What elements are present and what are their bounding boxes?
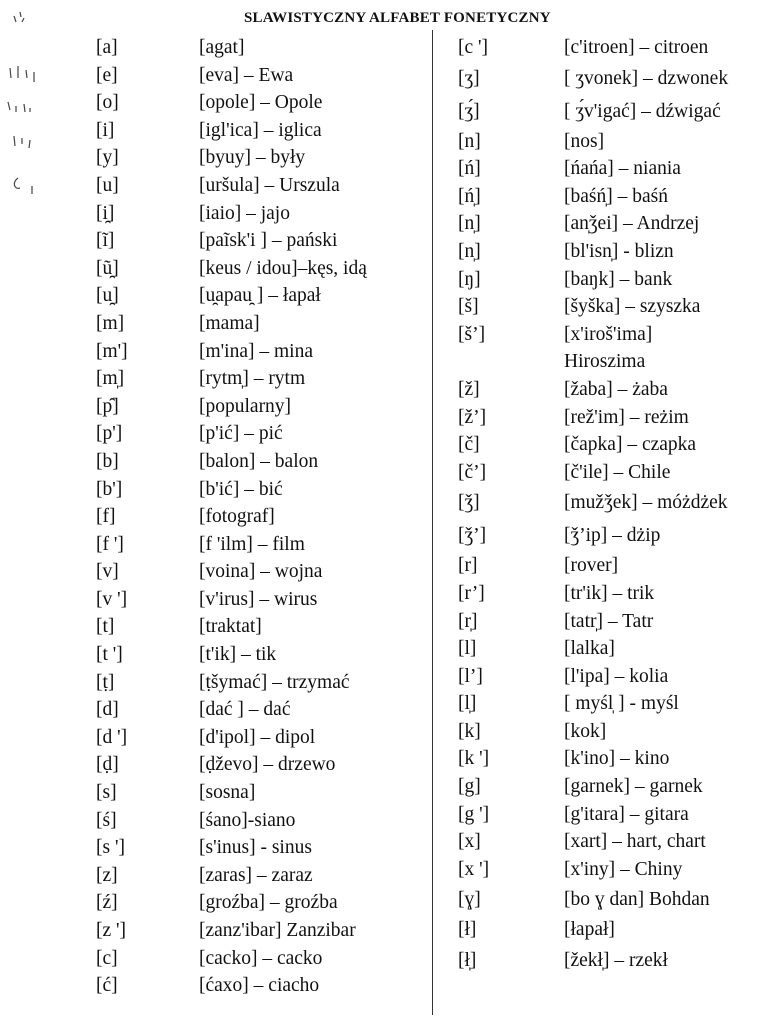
phonetic-symbol: [l]	[458, 638, 477, 660]
transcription-example: [čapka] – czapka	[564, 434, 697, 456]
alphabet-row	[96, 62, 426, 90]
right-column	[458, 34, 764, 977]
phonetic-symbol: [ǯ’]	[458, 525, 487, 547]
phonetic-symbol: [ć]	[96, 975, 118, 997]
transcription-example: [dać ] – dać	[199, 699, 291, 721]
alphabet-row	[458, 883, 764, 916]
alphabet-row	[96, 89, 426, 117]
transcription-example: Hiroszima	[564, 351, 646, 373]
transcription-example: [x'iroš'ima]	[564, 323, 653, 345]
transcription-example: [paĩsk'i ] – pański	[199, 230, 338, 252]
alphabet-row	[458, 856, 764, 884]
phonetic-symbol: [ń̩]	[458, 185, 481, 207]
transcription-example: [č'ile] – Chile	[564, 461, 671, 483]
alphabet-row	[96, 172, 426, 200]
alphabet-row	[458, 608, 764, 636]
transcription-example: [lalka]	[564, 638, 615, 660]
transcription-example: [baŋk] – bank	[564, 268, 673, 290]
alphabet-row	[96, 200, 426, 228]
transcription-example: [ ʒ́v'igać] – dźwigać	[564, 100, 721, 122]
transcription-example: [rytm̩] – rytm	[199, 368, 306, 390]
alphabet-row	[96, 448, 426, 476]
transcription-example: [igl'ica] – iglica	[199, 119, 322, 141]
phonetic-symbol: [i]	[96, 119, 115, 141]
phonetic-symbol: [ł]	[458, 919, 477, 941]
transcription-example: [l'ipa] – kolia	[564, 665, 669, 687]
phonetic-symbol: [ɣ]	[458, 889, 481, 911]
phonetic-symbol: [b']	[96, 478, 123, 500]
transcription-example: [tatr̩] – Tatr	[564, 610, 654, 632]
alphabet-row	[458, 34, 764, 62]
transcription-example: [žekł̩] – rzekł	[564, 950, 668, 972]
transcription-example: [popularny]	[199, 395, 292, 417]
transcription-example: [bl'isn̩] - blizn	[564, 240, 674, 262]
transcription-example: [uršula] – Urszula	[199, 174, 340, 196]
transcription-example: [ myśl̩ ] - myśl	[564, 693, 679, 715]
phonetic-symbol: [p̑]	[96, 395, 119, 417]
alphabet-row	[458, 690, 764, 718]
alphabet-row	[458, 944, 764, 977]
transcription-example: [voina] – wojna	[199, 561, 323, 583]
alphabet-row	[458, 519, 764, 552]
alphabet-row	[458, 486, 764, 519]
alphabet-row	[458, 404, 764, 432]
transcription-example: [traktat]	[199, 616, 262, 638]
alphabet-row	[96, 807, 426, 835]
alphabet-row	[96, 972, 426, 1000]
alphabet-row	[458, 828, 764, 856]
alphabet-row	[96, 503, 426, 531]
transcription-example: [bo ɣ dan] Bohdan	[564, 889, 710, 911]
phonetic-symbol: [t]	[96, 616, 115, 638]
phonetic-symbol: [r’]	[458, 582, 485, 604]
transcription-example: [f 'ilm] – film	[199, 533, 305, 555]
alphabet-row	[458, 128, 764, 156]
phonetic-symbol: [a]	[96, 37, 118, 58]
phonetic-symbol: [m]	[96, 312, 125, 334]
transcription-example: [xart] – hart, chart	[564, 831, 706, 853]
phonetic-symbol: [e]	[96, 64, 118, 86]
alphabet-row	[96, 889, 426, 917]
transcription-example: [ ʒvonek] – dzwonek	[564, 67, 729, 89]
phonetic-symbol: [ł̩]	[458, 950, 477, 972]
alphabet-row	[96, 476, 426, 504]
transcription-example: [cacko] – cacko	[199, 947, 323, 969]
alphabet-row	[458, 459, 764, 487]
phonetic-symbol: [v ']	[96, 588, 128, 610]
transcription-example: [kok]	[564, 720, 607, 742]
transcription-example: [rež'im] – reżim	[564, 406, 689, 428]
phonetic-symbol: [ń]	[458, 158, 481, 180]
alphabet-row	[458, 266, 764, 294]
alphabet-row	[96, 696, 426, 724]
transcription-example: [ńańa] – niania	[564, 158, 681, 180]
phonetic-symbol: [s ']	[96, 837, 125, 859]
alphabet-row	[96, 282, 426, 310]
alphabet-row	[96, 227, 426, 255]
alphabet-row	[458, 745, 764, 773]
alphabet-row	[96, 669, 426, 697]
phonetic-symbol: [n̩]	[458, 213, 481, 235]
phonetic-symbol: [k ']	[458, 748, 490, 770]
alphabet-row	[458, 348, 764, 376]
transcription-example: [v'irus] – wirus	[199, 588, 318, 610]
alphabet-row	[458, 580, 764, 608]
transcription-example: [šyška] – szyszka	[564, 296, 701, 318]
transcription-example: [zanz'ibar] Zanzibar	[199, 920, 356, 941]
alphabet-row	[96, 420, 426, 448]
alphabet-row	[458, 552, 764, 580]
transcription-example: [tr'ik] – trik	[564, 582, 655, 604]
transcription-example: [rover]	[564, 555, 619, 577]
phonetic-symbol: [m']	[96, 340, 128, 362]
alphabet-row	[458, 635, 764, 663]
transcription-example: [iaio] – jajo	[199, 202, 290, 224]
phonetic-symbol: [d]	[96, 699, 119, 721]
phonetic-symbol: [ṭ]	[96, 671, 115, 693]
phonetic-symbol: [m̩]	[96, 368, 125, 390]
phonetic-symbol: [r]	[458, 555, 478, 577]
transcription-example: [balon] – balon	[199, 450, 319, 472]
phonetic-symbol: [f ']	[96, 533, 124, 555]
left-column	[96, 34, 426, 1000]
transcription-example: [u̯apau̯ ] – łapał	[199, 285, 321, 307]
transcription-example: [fotograf]	[199, 506, 275, 528]
phonetic-symbol: [b]	[96, 450, 119, 472]
phonetic-symbol: [z]	[96, 864, 118, 886]
alphabet-row	[96, 945, 426, 973]
phonetic-symbol: [y]	[96, 147, 119, 169]
transcription-example: [k'ino] – kino	[564, 748, 670, 770]
alphabet-row	[458, 431, 764, 459]
alphabet-row	[458, 801, 764, 829]
alphabet-row	[96, 779, 426, 807]
phonetic-symbol: [u]	[96, 174, 119, 196]
alphabet-row	[96, 531, 426, 559]
transcription-example: [śano]-siano	[199, 809, 296, 831]
transcription-example: [agat]	[199, 37, 245, 58]
page-title: SLAWISTYCZNY ALFABET FONETYCZNY	[244, 10, 551, 26]
transcription-example: [mužǯek] – móżdżek	[564, 492, 728, 514]
transcription-example: [c'itroen] – citroen	[564, 37, 709, 58]
alphabet-row	[96, 641, 426, 669]
alphabet-row	[96, 338, 426, 366]
transcription-example: [baśń̩] – baśń	[564, 185, 668, 207]
phonetic-symbol: [ʒ́]	[458, 100, 480, 122]
phonetic-symbol: [g ']	[458, 803, 490, 825]
transcription-example: [mama]	[199, 312, 260, 334]
alphabet-row	[96, 255, 426, 283]
transcription-example: [ǯ’ip] – dżip	[564, 525, 661, 547]
phonetic-symbol: [f]	[96, 506, 116, 528]
transcription-example: [opole] – Opole	[199, 92, 323, 114]
phonetic-symbol: [t ']	[96, 644, 123, 666]
alphabet-row	[96, 393, 426, 421]
phonetic-symbol: [c ']	[458, 37, 489, 58]
transcription-example: [s'inus] - sinus	[199, 837, 312, 859]
phonetic-symbol: [o]	[96, 92, 119, 114]
transcription-example: [ḍževo] – drzewo	[199, 754, 336, 776]
alphabet-row	[96, 751, 426, 779]
phonetic-symbol: [l̩]	[458, 693, 477, 715]
phonetic-symbol: [ž]	[458, 378, 480, 400]
transcription-example: [byuy] – były	[199, 147, 306, 169]
phonetic-symbol: [d ']	[96, 726, 128, 748]
transcription-example: [p'ić] – pić	[199, 423, 283, 445]
phonetic-symbol: [ŋ]	[458, 268, 481, 290]
phonetic-symbol: [n̩]	[458, 240, 481, 262]
alphabet-row	[96, 144, 426, 172]
alphabet-row	[458, 718, 764, 746]
transcription-example: [g'itara] – gitara	[564, 803, 689, 825]
transcription-example: [d'ipol] – dipol	[199, 726, 316, 748]
alphabet-row	[458, 293, 764, 321]
phonetic-symbol: [p']	[96, 423, 123, 445]
transcription-example: [zaras] – zaraz	[199, 864, 313, 886]
phonetic-symbol: [z ']	[96, 920, 127, 941]
phonetic-symbol: [c]	[96, 947, 118, 969]
phonetic-symbol: [x ']	[458, 858, 490, 880]
transcription-example: [nos]	[564, 130, 605, 152]
alphabet-row	[458, 321, 764, 349]
alphabet-row	[96, 862, 426, 890]
phonetic-symbol: [ḍ]	[96, 754, 119, 776]
transcription-example: [keus / idou]–kęs, idą	[199, 257, 367, 279]
alphabet-row	[458, 238, 764, 266]
phonetic-symbol: [ž’]	[458, 406, 487, 428]
alphabet-row	[458, 62, 764, 95]
transcription-example: [łapał]	[564, 919, 615, 941]
alphabet-row	[96, 724, 426, 752]
phonetic-symbol: [č’]	[458, 461, 487, 483]
phonetic-symbol: [š]	[458, 296, 479, 318]
alphabet-row	[96, 834, 426, 862]
phonetic-symbol: [i̯]	[96, 202, 115, 224]
phonetic-symbol: [x]	[458, 831, 481, 853]
transcription-example: [x'iny] – Chiny	[564, 858, 683, 880]
transcription-example: [eva] – Ewa	[199, 64, 294, 86]
alphabet-row	[96, 917, 426, 945]
alphabet-row	[458, 773, 764, 801]
transcription-example: [garnek] – garnek	[564, 776, 703, 798]
transcription-example: [sosna]	[199, 782, 256, 804]
alphabet-row	[96, 117, 426, 145]
transcription-example: [m'ina] – mina	[199, 340, 313, 362]
column-divider	[432, 30, 433, 1015]
transcription-example: [ćaxo] – ciacho	[199, 975, 320, 997]
phonetic-symbol: [v]	[96, 561, 119, 583]
alphabet-row	[458, 663, 764, 691]
phonetic-symbol: [š’]	[458, 323, 486, 345]
alphabet-row	[458, 210, 764, 238]
alphabet-row	[96, 310, 426, 338]
alphabet-row	[458, 183, 764, 211]
phonetic-symbol: [ǯ]	[458, 492, 480, 514]
phonetic-symbol: [l’]	[458, 665, 483, 687]
phonetic-symbol: [r̩]	[458, 610, 478, 632]
phonetic-symbol: [ũ̯]	[96, 257, 119, 279]
transcription-example: [groźba] – groźba	[199, 892, 338, 914]
transcription-example: [an̩ǯei] – Andrzej	[564, 213, 700, 235]
phonetic-symbol: [s]	[96, 782, 117, 804]
phonetic-symbol: [g]	[458, 776, 481, 798]
alphabet-row	[458, 155, 764, 183]
alphabet-row	[96, 365, 426, 393]
alphabet-row	[458, 95, 764, 128]
phonetic-symbol: [ź]	[96, 892, 118, 914]
phonetic-symbol: [ĩ]	[96, 230, 115, 252]
alphabet-row	[96, 613, 426, 641]
phonetic-symbol: [č]	[458, 434, 480, 456]
transcription-example: [t'ik] – tik	[199, 644, 277, 666]
transcription-example: [žaba] – żaba	[564, 378, 668, 400]
alphabet-row	[96, 34, 426, 62]
transcription-example: [ṭšymać] – trzymać	[199, 671, 350, 693]
phonetic-symbol: [ʒ]	[458, 67, 480, 89]
transcription-example: [b'ić] – bić	[199, 478, 283, 500]
alphabet-row	[458, 376, 764, 404]
alphabet-row	[96, 558, 426, 586]
alphabet-row	[96, 586, 426, 614]
phonetic-symbol: [k]	[458, 720, 481, 742]
phonetic-symbol: [n]	[458, 130, 481, 152]
margin-scribble-marks	[0, 8, 70, 198]
alphabet-row	[458, 916, 764, 944]
phonetic-symbol: [u̯]	[96, 285, 119, 307]
phonetic-symbol: [ś]	[96, 809, 117, 831]
